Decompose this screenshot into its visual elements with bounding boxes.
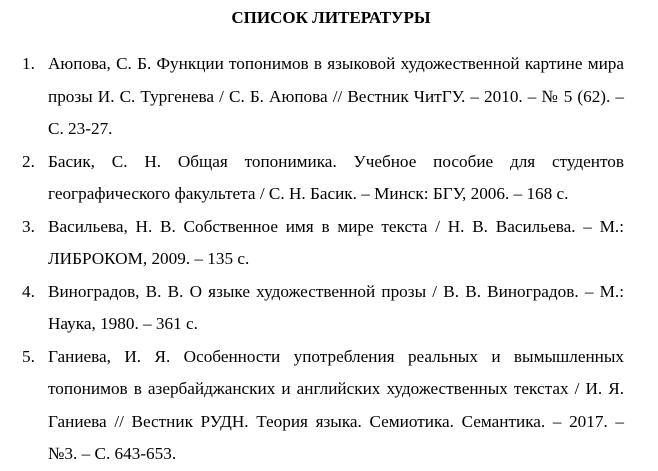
- reference-number: 2.: [22, 151, 35, 171]
- reference-item: [22, 276, 624, 341]
- reference-text: Басик, С. Н. Общая топонимика. Учебное пособие для студентов географического факультета / С. Н. Басик. – Минск: БГУ, 2006. – 168 с.: [48, 151, 624, 203]
- reference-text: Аюпова, С. Б. Функции топонимов в языковой художественной картине мира прозы И. С. Тургенева / С. Б. Аюпова // Вестник ЧитГУ. – 2010. – № 5 (62). – С. 23-27.: [48, 54, 624, 138]
- reference-text: Виноградов, В. В. О языке художественной прозы / В. В. Виноградов. – М.: Наука, 1980. – 361 с.: [48, 281, 624, 333]
- reference-item: [22, 48, 624, 146]
- reference-item: [22, 211, 624, 276]
- reference-number: 4.: [22, 281, 35, 301]
- reference-text: Ганиева, И. Я. Особенности употребления реальных и вымышленных топонимов в азербайджанских и английских художественных текстах / И. Я. Ганиева // Вестник РУДН. Теория языка. Семиотика. Семантика. – 2017. – №3. – С. 643-653.: [48, 346, 624, 463]
- page-title: СПИСОК ЛИТЕРАТУРЫ: [231, 8, 431, 27]
- reference-text: Васильева, Н. В. Собственное имя в мире текста / Н. В. Васильева. – М.: ЛИБРОКОМ, 2009. – 135 с.: [48, 216, 624, 268]
- reference-number: 1.: [22, 54, 35, 73]
- reference-item: [22, 341, 624, 471]
- reference-list: [22, 48, 624, 471]
- reference-number: 3.: [22, 216, 35, 236]
- reference-item: [22, 146, 624, 211]
- reference-number: 5.: [22, 346, 35, 366]
